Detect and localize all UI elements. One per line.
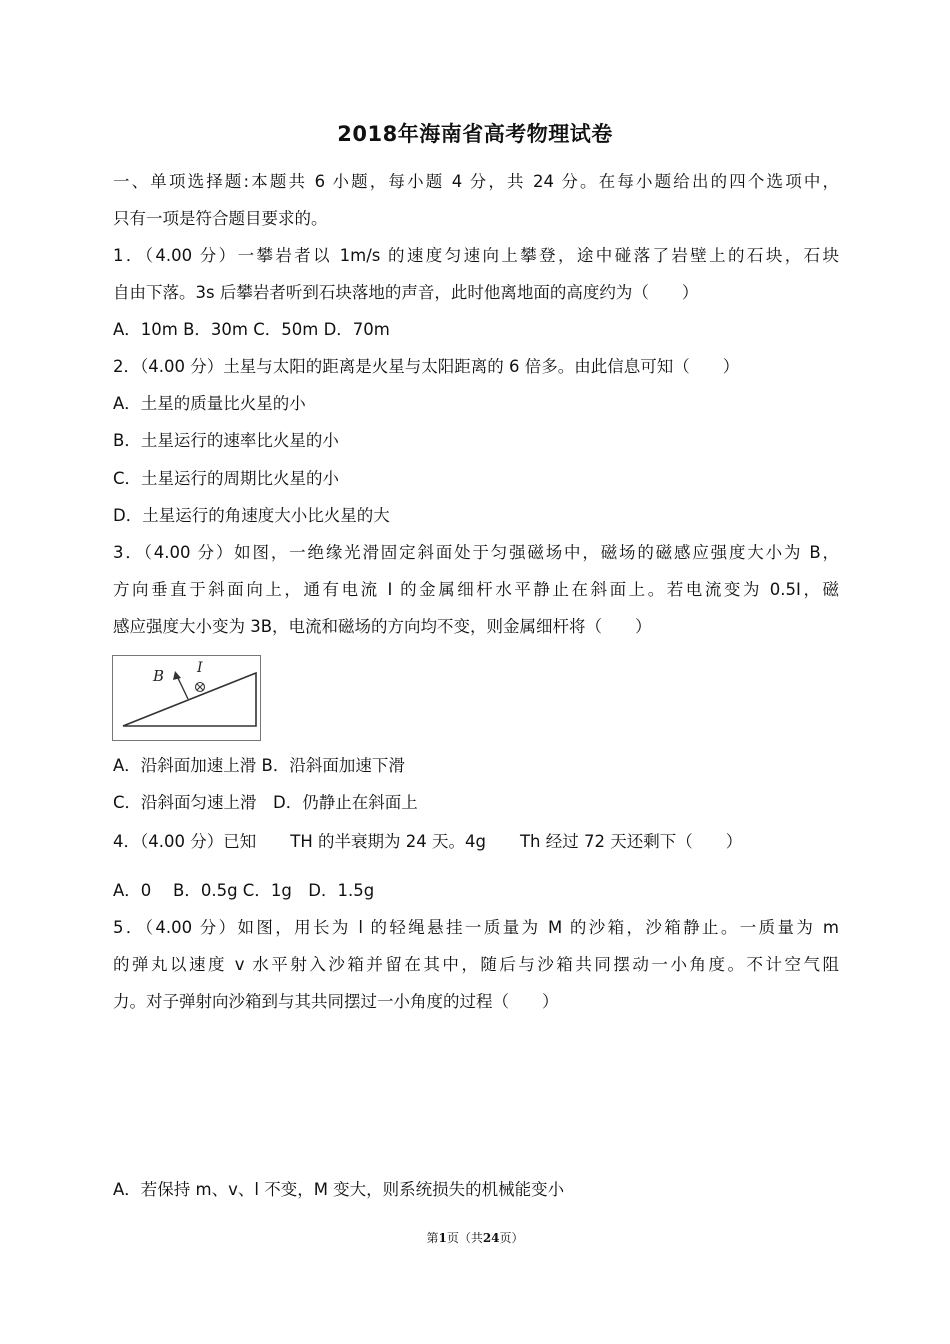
q5-stem-line1: 5．（4.00 分）如图，用长为 l 的轻绳悬挂一质量为 M 的沙箱，沙箱静止。一质量为 m	[113, 918, 839, 937]
footer-total-pages: 24	[482, 1231, 500, 1245]
footer-page-number: 1	[438, 1231, 447, 1245]
q2-option-b: B．土星运行的速率比火星的小	[113, 431, 339, 450]
label-b: B	[153, 667, 165, 685]
q1-stem-line1: 1．（4.00 分）一攀岩者以 1m/s 的速度匀速向上攀登，途中碰落了岩壁上的石块，石块	[113, 246, 839, 265]
q5-stem-line3: 力。对子弹射向沙箱到与其共同摆过一小角度的过程（ ）	[113, 992, 559, 1011]
q4-stem-part2: TH 的半衰期为 24 天。4g	[290, 832, 486, 851]
q2-option-a: A．土星的质量比火星的小	[113, 394, 306, 413]
q2-option-d: D．土星运行的角速度大小比火星的大	[113, 506, 390, 525]
q3-stem-line3: 感应强度大小变为 3B，电流和磁场的方向均不变，则金属细杆将（ ）	[113, 617, 652, 636]
q4-stem-part3: Th 经过 72 天还剩下（ ）	[519, 832, 743, 851]
q3-options-cd: C．沿斜面匀速上滑 D．仍静止在斜面上	[113, 793, 418, 812]
q4-options: A．0 B．0.5g C．1g D．1.5g	[113, 881, 375, 900]
q2-option-c: C．土星运行的周期比火星的小	[113, 469, 340, 488]
label-i: I	[197, 660, 203, 676]
q1-stem-line2: 自由下落。3s 后攀岩者听到石块落地的声音，此时他离地面的高度约为（ ）	[113, 283, 699, 302]
q3-options-ab: A．沿斜面加速上滑 B．沿斜面加速下滑	[113, 756, 405, 775]
section-heading-line2: 只有一项是符合题目要求的。	[113, 209, 328, 228]
incline-figure	[112, 655, 261, 741]
q2-stem: 2．（4.00 分）土星与太阳的距离是火星与太阳距离的 6 倍多。由此信息可知（ ）	[113, 357, 740, 376]
q1-options: A．10m B．30m C．50m D．70m	[113, 320, 390, 339]
field-arrowhead	[173, 671, 181, 680]
q5-option-a: A．若保持 m、v、l 不变，M 变大，则系统损失的机械能变小	[113, 1180, 565, 1199]
footer-suffix: 页）	[499, 1231, 524, 1245]
q4-stem-part1: 4．（4.00 分）已知	[113, 832, 257, 851]
q3-stem-line1: 3．（4.00 分）如图，一绝缘光滑固定斜面处于匀强磁场中，磁场的磁感应强度大小为 B，	[113, 543, 839, 562]
page-footer	[0, 1229, 950, 1246]
q4-stem	[113, 832, 839, 852]
footer-prefix: 第	[426, 1231, 439, 1245]
page-title: 2018年海南省高考物理试卷	[337, 122, 613, 146]
section-heading-line1: 一、单项选择题:本题共 6 小题，每小题 4 分，共 24 分。在每小题给出的四个选项中，	[113, 172, 839, 191]
q5-stem-line2: 的弹丸以速度 v 水平射入沙箱并留在其中，随后与沙箱共同摆动一小角度。不计空气阻	[113, 955, 839, 974]
incline-triangle	[123, 673, 256, 726]
q3-stem-line2: 方向垂直于斜面向上，通有电流 I 的金属细杆水平静止在斜面上。若电流变为 0.5I，磁	[113, 580, 839, 599]
footer-middle: 页（共	[446, 1231, 483, 1245]
field-arrow	[177, 676, 188, 699]
